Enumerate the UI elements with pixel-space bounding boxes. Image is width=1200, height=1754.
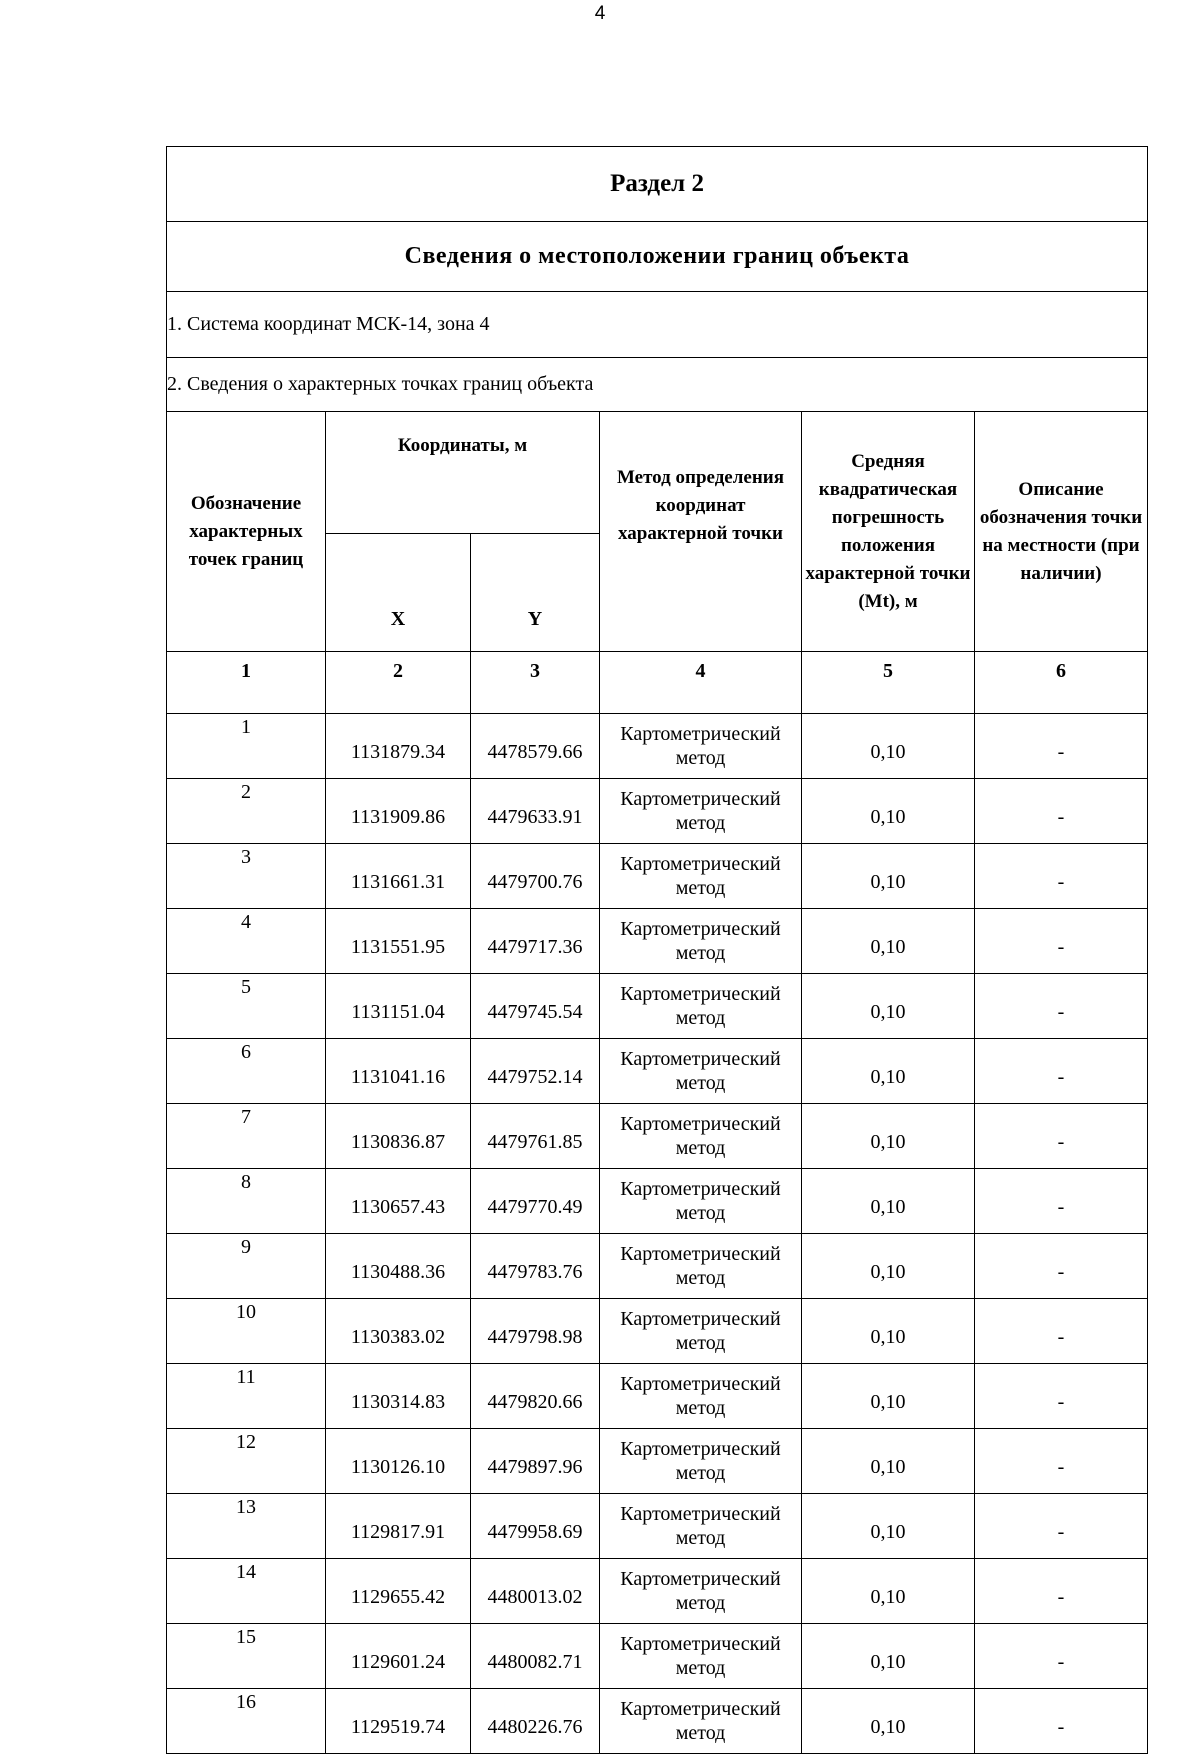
description-cell: - xyxy=(975,1494,1148,1559)
table-row xyxy=(167,1689,1148,1754)
method-cell: Картометрический метод xyxy=(600,1299,802,1364)
table-row xyxy=(167,1364,1148,1429)
section-subtitle: Сведения о местоположении границ объекта xyxy=(167,222,1148,292)
method-cell: Картометрический метод xyxy=(600,974,802,1039)
table-row xyxy=(167,1299,1148,1364)
point-number-cell: 6 xyxy=(167,1039,326,1104)
table-row xyxy=(167,909,1148,974)
point-number-cell: 7 xyxy=(167,1104,326,1169)
header-coordinates: Координаты, м xyxy=(326,412,600,534)
method-cell: Картометрический метод xyxy=(600,844,802,909)
y-coordinate-cell: 4479717.36 xyxy=(471,909,600,974)
x-coordinate-cell: 1129601.24 xyxy=(326,1624,471,1689)
point-number-cell: 14 xyxy=(167,1559,326,1624)
x-coordinate-cell: 1131879.34 xyxy=(326,714,471,779)
error-cell: 0,10 xyxy=(802,1364,975,1429)
y-coordinate-cell: 4480082.71 xyxy=(471,1624,600,1689)
error-cell: 0,10 xyxy=(802,974,975,1039)
method-cell: Картометрический метод xyxy=(600,1364,802,1429)
y-coordinate-cell: 4480226.76 xyxy=(471,1689,600,1754)
description-cell: - xyxy=(975,1039,1148,1104)
method-cell: Картометрический метод xyxy=(600,714,802,779)
x-coordinate-cell: 1130836.87 xyxy=(326,1104,471,1169)
point-number-cell: 10 xyxy=(167,1299,326,1364)
error-cell: 0,10 xyxy=(802,1624,975,1689)
error-cell: 0,10 xyxy=(802,1299,975,1364)
column-number: 4 xyxy=(600,652,802,714)
description-cell: - xyxy=(975,909,1148,974)
method-cell: Картометрический метод xyxy=(600,1429,802,1494)
point-number-cell: 5 xyxy=(167,974,326,1039)
description-cell: - xyxy=(975,1624,1148,1689)
x-coordinate-cell: 1130383.02 xyxy=(326,1299,471,1364)
description-cell: - xyxy=(975,974,1148,1039)
point-number-cell: 1 xyxy=(167,714,326,779)
x-coordinate-cell: 1131661.31 xyxy=(326,844,471,909)
y-coordinate-cell: 4479783.76 xyxy=(471,1234,600,1299)
y-coordinate-cell: 4479700.76 xyxy=(471,844,600,909)
error-cell: 0,10 xyxy=(802,1559,975,1624)
point-number-cell: 8 xyxy=(167,1169,326,1234)
point-number-cell: 11 xyxy=(167,1364,326,1429)
point-number-cell: 4 xyxy=(167,909,326,974)
y-coordinate-cell: 4478579.66 xyxy=(471,714,600,779)
error-cell: 0,10 xyxy=(802,779,975,844)
error-cell: 0,10 xyxy=(802,1104,975,1169)
method-cell: Картометрический метод xyxy=(600,1494,802,1559)
method-cell: Картометрический метод xyxy=(600,779,802,844)
column-number-row xyxy=(167,652,1148,714)
method-cell: Картометрический метод xyxy=(600,1234,802,1299)
method-cell: Картометрический метод xyxy=(600,1104,802,1169)
header-y: Y xyxy=(471,534,600,652)
description-cell: - xyxy=(975,1429,1148,1494)
header-method: Метод определения координат характерной точки xyxy=(600,412,802,652)
table-row xyxy=(167,714,1148,779)
description-cell: - xyxy=(975,844,1148,909)
column-number: 2 xyxy=(326,652,471,714)
x-coordinate-cell: 1131041.16 xyxy=(326,1039,471,1104)
boundary-table xyxy=(166,146,1148,1754)
x-coordinate-cell: 1131551.95 xyxy=(326,909,471,974)
method-cell: Картометрический метод xyxy=(600,1169,802,1234)
y-coordinate-cell: 4479820.66 xyxy=(471,1364,600,1429)
point-number-cell: 3 xyxy=(167,844,326,909)
description-cell: - xyxy=(975,1104,1148,1169)
y-coordinate-cell: 4479958.69 xyxy=(471,1494,600,1559)
x-coordinate-cell: 1130488.36 xyxy=(326,1234,471,1299)
method-cell: Картометрический метод xyxy=(600,909,802,974)
header-error: Средняя квадратическая погрешность положения характерной точки (Mt), м xyxy=(802,412,975,652)
error-cell: 0,10 xyxy=(802,1039,975,1104)
y-coordinate-cell: 4479798.98 xyxy=(471,1299,600,1364)
error-cell: 0,10 xyxy=(802,1429,975,1494)
table-row xyxy=(167,1559,1148,1624)
table-row xyxy=(167,1169,1148,1234)
error-cell: 0,10 xyxy=(802,1234,975,1299)
x-coordinate-cell: 1129655.42 xyxy=(326,1559,471,1624)
x-coordinate-cell: 1131909.86 xyxy=(326,779,471,844)
description-cell: - xyxy=(975,1169,1148,1234)
x-coordinate-cell: 1131151.04 xyxy=(326,974,471,1039)
y-coordinate-cell: 4479770.49 xyxy=(471,1169,600,1234)
header-x: X xyxy=(326,534,471,652)
points-info-label: 2. Сведения о характерных точках границ объекта xyxy=(167,358,1148,412)
error-cell: 0,10 xyxy=(802,1689,975,1754)
table-row xyxy=(167,1104,1148,1169)
column-number: 1 xyxy=(167,652,326,714)
column-number: 5 xyxy=(802,652,975,714)
error-cell: 0,10 xyxy=(802,844,975,909)
column-number: 3 xyxy=(471,652,600,714)
table-row xyxy=(167,844,1148,909)
description-cell: - xyxy=(975,1559,1148,1624)
description-cell: - xyxy=(975,779,1148,844)
table-row xyxy=(167,1494,1148,1559)
description-cell: - xyxy=(975,714,1148,779)
point-number-cell: 15 xyxy=(167,1624,326,1689)
description-cell: - xyxy=(975,1364,1148,1429)
x-coordinate-cell: 1130314.83 xyxy=(326,1364,471,1429)
error-cell: 0,10 xyxy=(802,1169,975,1234)
point-number-cell: 16 xyxy=(167,1689,326,1754)
column-number: 6 xyxy=(975,652,1148,714)
section-title: Раздел 2 xyxy=(167,147,1148,222)
point-number-cell: 2 xyxy=(167,779,326,844)
y-coordinate-cell: 4479745.54 xyxy=(471,974,600,1039)
y-coordinate-cell: 4480013.02 xyxy=(471,1559,600,1624)
method-cell: Картометрический метод xyxy=(600,1039,802,1104)
description-cell: - xyxy=(975,1689,1148,1754)
description-cell: - xyxy=(975,1299,1148,1364)
x-coordinate-cell: 1129519.74 xyxy=(326,1689,471,1754)
error-cell: 0,10 xyxy=(802,714,975,779)
method-cell: Картометрический метод xyxy=(600,1559,802,1624)
table-row xyxy=(167,1429,1148,1494)
x-coordinate-cell: 1129817.91 xyxy=(326,1494,471,1559)
point-number-cell: 13 xyxy=(167,1494,326,1559)
error-cell: 0,10 xyxy=(802,1494,975,1559)
y-coordinate-cell: 4479633.91 xyxy=(471,779,600,844)
y-coordinate-cell: 4479752.14 xyxy=(471,1039,600,1104)
error-cell: 0,10 xyxy=(802,909,975,974)
method-cell: Картометрический метод xyxy=(600,1689,802,1754)
x-coordinate-cell: 1130126.10 xyxy=(326,1429,471,1494)
description-cell: - xyxy=(975,1234,1148,1299)
point-number-cell: 12 xyxy=(167,1429,326,1494)
table-row xyxy=(167,1039,1148,1104)
y-coordinate-cell: 4479761.85 xyxy=(471,1104,600,1169)
y-coordinate-cell: 4479897.96 xyxy=(471,1429,600,1494)
x-coordinate-cell: 1130657.43 xyxy=(326,1169,471,1234)
method-cell: Картометрический метод xyxy=(600,1624,802,1689)
table-row xyxy=(167,1624,1148,1689)
page-number: 4 xyxy=(594,3,606,24)
coordinate-system-label: 1. Система координат МСК-14, зона 4 xyxy=(167,292,1148,358)
table-row xyxy=(167,779,1148,844)
table-row xyxy=(167,974,1148,1039)
header-description: Описание обозначения точки на местности (при наличии) xyxy=(975,412,1148,652)
header-point-designation: Обозначение характерных точек границ xyxy=(167,412,326,652)
table-row xyxy=(167,1234,1148,1299)
point-number-cell: 9 xyxy=(167,1234,326,1299)
